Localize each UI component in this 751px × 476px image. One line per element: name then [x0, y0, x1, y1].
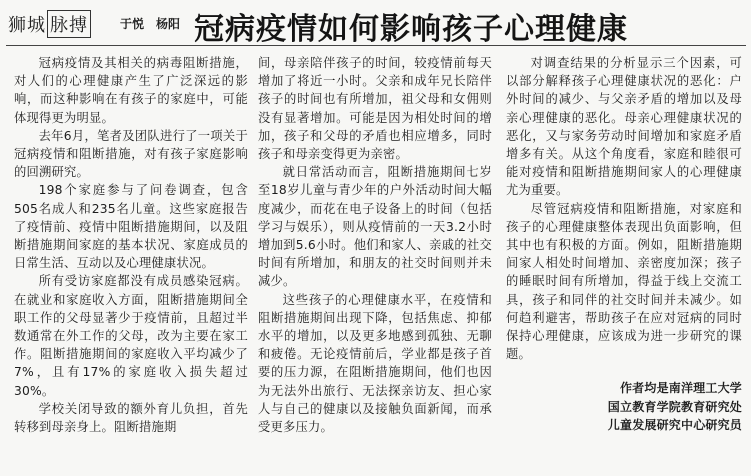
author-byline [506, 379, 742, 435]
column-name [8, 10, 91, 38]
header-rule [6, 45, 746, 46]
paragraph: 198个家庭参与了问卷调查，包含505名成人和235名儿童。这些家庭报告了疫情前、疫情中阻断措施期间，以及阻断措施期间家庭的基本状况、家庭成员的日常生活、互动以及心理健康状况。 [14, 183, 248, 271]
column-name-part2: 脉搏 [47, 10, 91, 38]
column-name-part1: 狮城 [8, 15, 46, 36]
paragraph: 学校关闭导致的额外育儿负担，首先转移到母亲身上。阻断措施期 [14, 401, 248, 435]
authors: 于悦 杨阳 [120, 17, 181, 31]
paragraph: 冠病疫情及其相关的病毒阻断措施，对人们的心理健康产生了广泛深远的影响，而这种影响在有孩子的家庭中，可能体现得更为明显。 [14, 56, 248, 125]
paragraph: 就日常活动而言，阻断措施期间七岁至18岁儿童与青少年的户外活动时间大幅度减少，而花在电子设备上的时间（包括学习与娱乐），则从疫情前的一天3.2小时增加到5.6小时。他们和家人、亲戚的社交时间有所增加，和朋友的社交时间则并未减少。 [258, 165, 492, 289]
article-column-3 [506, 54, 742, 435]
headline: 冠病疫情如何影响孩子心理健康 [194, 12, 628, 47]
article-column-2 [258, 54, 492, 436]
paragraph: 尽管冠病疫情和阻断措施，对家庭和孩子的心理健康整体表现出负面影响，但其中也有积极的方面。例如，阻断措施期间家人相处时间增加、亲密度加深；孩子的睡眠时间有所增加，得益于线上交流工具，孩子和同伴的社交时间并未减少。如何趋利避害，帮助孩子在应对冠病的同时保持心理健康，应该成为进一步研究的课题。 [506, 201, 742, 362]
article-column-1 [14, 54, 248, 436]
paragraph: 这些孩子的心理健康水平，在疫情和阻断措施期间出现下降，包括焦虑、抑郁水平的增加，以及更多地感到孤独、无聊和疲倦。无论疫情前后，学业都是孩子首要的压力源，在阻断措施期间，他们也因为无法外出旅行、无法探亲访友、担心家人与自己的健康以及接触负面新闻，而承受更多压力。 [258, 292, 492, 435]
paragraph: 所有受访家庭都没有成员感染冠病。在就业和家庭收入方面，阻断措施期间全职工作的父母显著少于疫情前，且超过半数通常在外工作的父母，改为主要在家工作。阻断措施期间的家庭收入平均减少了7%，且有17%的家庭收入损失超过30%。 [14, 274, 248, 398]
byline-line: 国立教育学院教育研究处 [607, 399, 742, 414]
paragraph: 对调查结果的分析显示三个因素，可以部分解释孩子心理健康状况的恶化：户外时间的减少、与父亲矛盾的增加以及母亲心理健康的恶化。母亲心理健康状况的恶化，又与家务劳动时间增加和家庭矛盾增多有关。从这个角度看，家庭和睦很可能对疫情和阻断措施期间家人的心理健康尤为重要。 [506, 56, 742, 198]
paragraph-continued: 间，母亲陪伴孩子的时间，较疫情前每天增加了将近一小时。父亲和成年兄长陪伴孩子的时间也有所增加，祖父母和女佣则没有显著增加。可能是因为相处时间的增加，孩子和父母的矛盾也相应增多，同时孩子和母亲变得更为亲密。 [258, 56, 492, 162]
paragraph: 去年6月，笔者及团队进行了一项关于冠病疫情和阻断措施，对有孩子家庭影响的回溯研究。 [14, 128, 248, 180]
article-header [0, 0, 751, 46]
byline-line: 作者均是南洋理工大学 [619, 381, 742, 396]
byline-line: 儿童发展研究中心研究员 [607, 418, 742, 433]
